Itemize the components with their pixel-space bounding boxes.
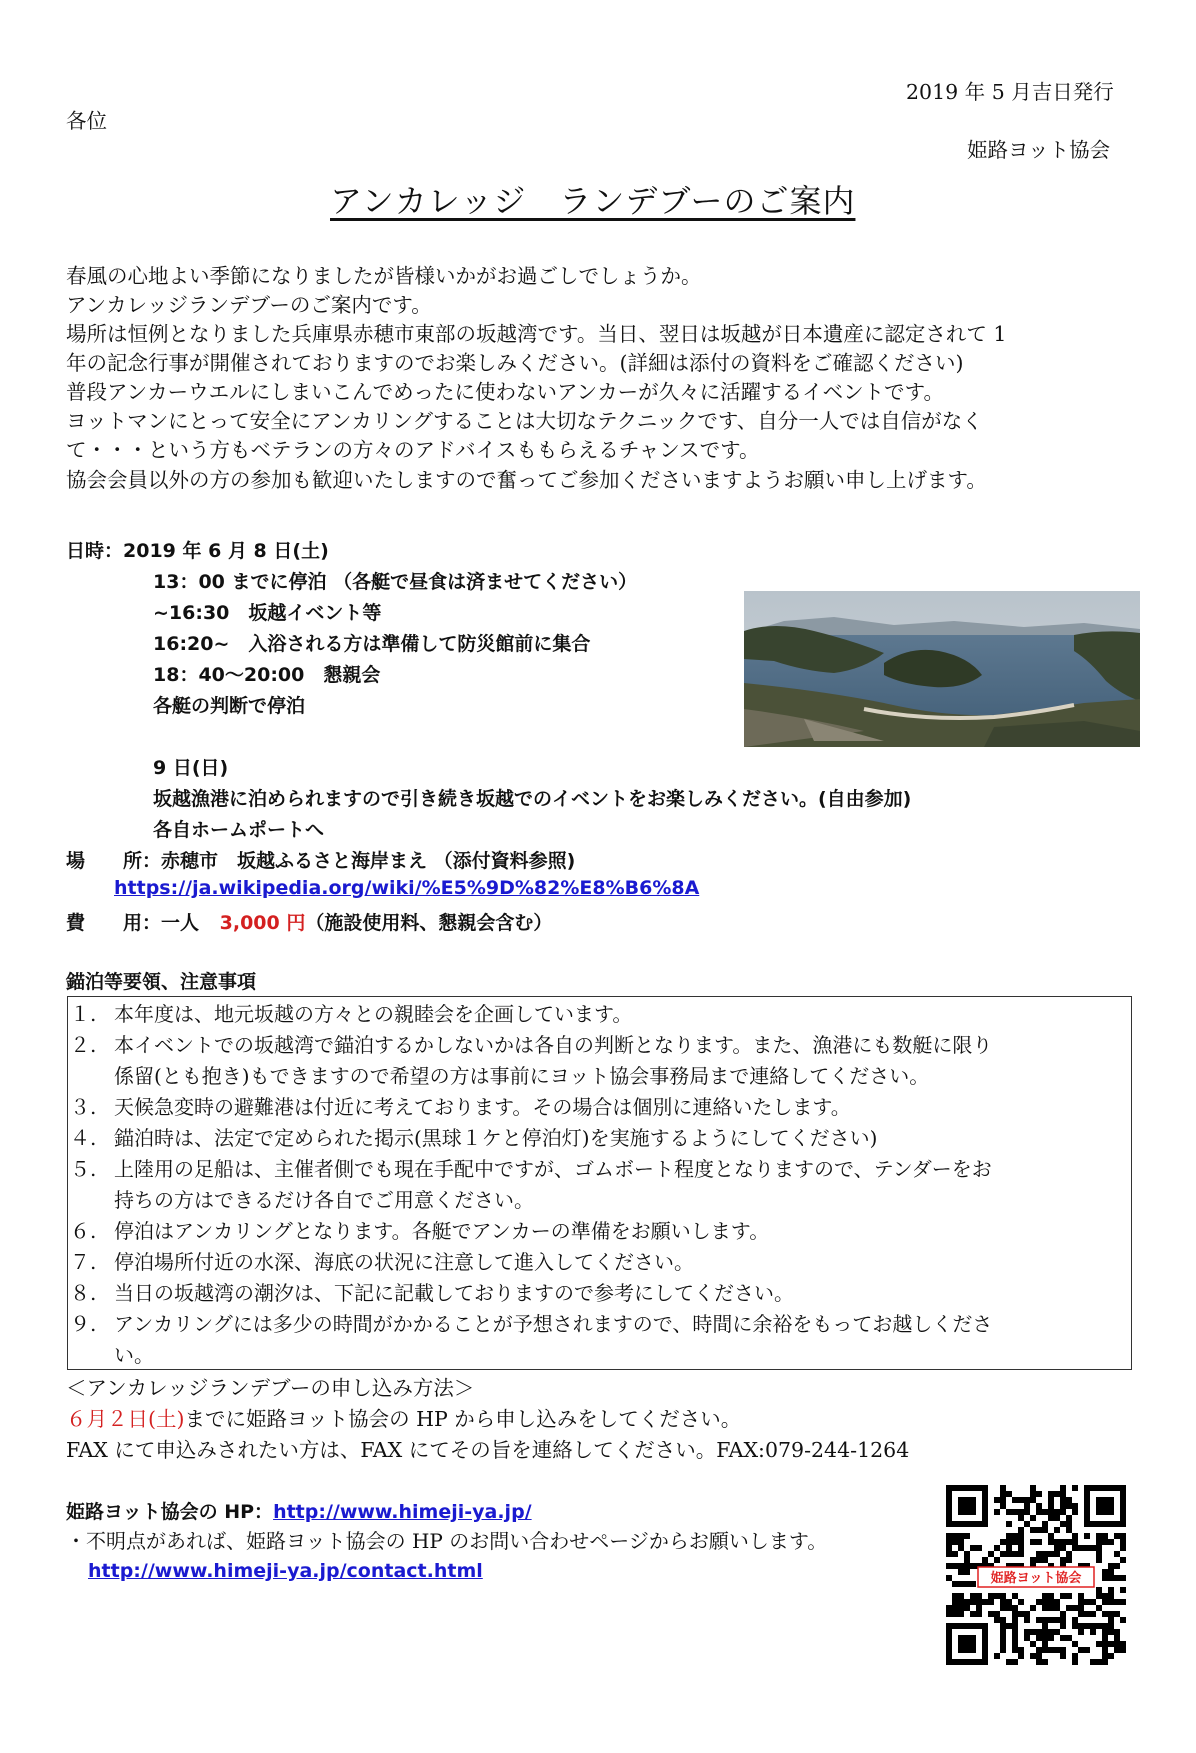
intro-line-8: 協会会員以外の方の参加も歓迎いたしますので奮ってご参加くださいますようお願い申し上げます。 bbox=[66, 468, 987, 492]
note-item: １. 本年度は、地元坂越の方々との親睦会を企画しています。 bbox=[70, 1002, 633, 1026]
hp-label: 姫路ヨット協会の HP： bbox=[66, 1501, 274, 1523]
schedule-day2-label: 9 日(日) bbox=[153, 757, 229, 779]
note-item-continued: 係留(とも抱き)もできますので希望の方は事前にヨット協会事務局まで連絡してください。 bbox=[114, 1064, 930, 1088]
intro-line-5: 普段アンカーウエルにしまいこんでめったに使わないアンカーが久々に活躍するイベントです。 bbox=[66, 380, 945, 404]
schedule-day1-item: 16:20~ 入浴される方は準備して防災館前に集合 bbox=[153, 633, 591, 655]
schedule-day1-item: 13：00 までに停泊 （各艇で昼食は済ませてください） bbox=[153, 571, 638, 593]
intro-line-2: アンカレッジランデブーのご案内です。 bbox=[66, 293, 432, 317]
note-item: ４. 錨泊時は、法定で定められた掲示(黒球１ケと停泊灯)を実施するようにしてください) bbox=[70, 1126, 878, 1150]
schedule-day1-item: 各艇の判断で停泊 bbox=[153, 695, 306, 717]
intro-line-7: て・・・という方もベテランの方々のアドバイスももらえるチャンスです。 bbox=[66, 438, 760, 462]
note-item: ９. アンカリングには多少の時間がかかることが予想されますので、時間に余裕をもってお越しくださ bbox=[70, 1312, 993, 1336]
note-item: ７. 停泊場所付近の水深、海底の状況に注意して進入してください。 bbox=[70, 1250, 694, 1274]
page-title: アンカレッジ ランデブーのご案内 bbox=[330, 182, 856, 220]
issue-date: 2019 年 5 月吉日発行 bbox=[906, 80, 1114, 104]
note-item-continued: 持ちの方はできるだけ各自でご用意ください。 bbox=[114, 1188, 534, 1212]
intro-line-6: ヨットマンにとって安全にアンカリングすることは大切なテクニックです、自分一人では自信がなく bbox=[66, 409, 983, 433]
issuer: 姫路ヨット協会 bbox=[967, 138, 1111, 162]
salutation: 各位 bbox=[66, 109, 107, 133]
intro-line-4: 年の記念行事が開催されておりますのでお楽しみください。(詳細は添付の資料をご確認ください) bbox=[66, 351, 964, 375]
qr-code[interactable] bbox=[944, 1483, 1128, 1667]
notes-heading: 錨泊等要領、注意事項 bbox=[66, 971, 257, 993]
application-fax: FAX にて申込みされたい方は、FAX にてその旨を連絡してください。FAX:079-244-1264 bbox=[66, 1438, 910, 1462]
note-item: ６. 停泊はアンカリングとなります。各艇でアンカーの準備をお願いします。 bbox=[70, 1219, 770, 1243]
note-item: ３. 天候急変時の避難港は付近に考えております。その場合は個別に連絡いたします。 bbox=[70, 1095, 851, 1119]
note-item: ５. 上陸用の足船は、主催者側でも現在手配中ですが、ゴムボート程度となりますので、テンダーをお bbox=[70, 1157, 992, 1181]
sakoshi-bay-photo bbox=[744, 591, 1140, 747]
inquiry-text: ・不明点があれば、姫路ヨット協会の HP のお問い合わせページからお願いします。 bbox=[66, 1529, 828, 1553]
schedule-day1-item: 18：40～20:00 懇親会 bbox=[153, 664, 381, 686]
place-label: 場 所：赤穂市 坂越ふるさと海岸まえ （添付資料参照) bbox=[66, 850, 576, 872]
application-deadline: ６月２日(土) bbox=[66, 1407, 185, 1431]
intro-line-3: 場所は恒例となりました兵庫県赤穂市東部の坂越湾です。当日、翌日は坂越が日本遺産に認定されて 1 bbox=[66, 322, 1007, 346]
note-item-continued: い。 bbox=[114, 1343, 154, 1367]
fee-amount: 3,000 円 bbox=[219, 912, 306, 934]
hp-link[interactable]: http://www.himeji-ya.jp/ bbox=[273, 1501, 532, 1523]
place-wikipedia-link[interactable]: https://ja.wikipedia.org/wiki/%E5%9D%82%E8%B6%8A bbox=[114, 877, 700, 899]
intro-line-1: 春風の心地よい季節になりましたが皆様いかがお過ごしでしょうか。 bbox=[66, 264, 702, 288]
schedule-day2-item: 各自ホームポートへ bbox=[153, 819, 325, 841]
schedule-day2-item: 坂越漁港に泊められますので引き続き坂越でのイベントをお楽しみください。(自由参加) bbox=[153, 788, 912, 810]
hp-line bbox=[66, 1497, 532, 1524]
qr-label: 姫路ヨット協会 bbox=[990, 1571, 1082, 1586]
application-heading: ＜アンカレッジランデブーの申し込み方法＞ bbox=[66, 1376, 475, 1400]
fee-line bbox=[66, 908, 552, 935]
fee-label: 費 用：一人 bbox=[66, 912, 200, 934]
schedule-date: 日時：2019 年 6 月 8 日(土) bbox=[66, 540, 329, 562]
fee-note: （施設使用料、懇親会含む） bbox=[305, 912, 553, 934]
note-item: ８. 当日の坂越湾の潮汐は、下記に記載しておりますので参考にしてください。 bbox=[70, 1281, 794, 1305]
schedule-day1-item: ~16:30 坂越イベント等 bbox=[153, 602, 382, 624]
note-item: ２. 本イベントでの坂越湾で錨泊するかしないかは各自の判断となります。また、漁港にも数艇に限り bbox=[70, 1033, 993, 1057]
contact-link[interactable]: http://www.himeji-ya.jp/contact.html bbox=[88, 1560, 483, 1582]
qr-code-graphic bbox=[944, 1483, 1128, 1667]
application-deadline-line: ６月２日(土)までに姫路ヨット協会の HP から申し込みをしてください。 bbox=[66, 1407, 742, 1431]
